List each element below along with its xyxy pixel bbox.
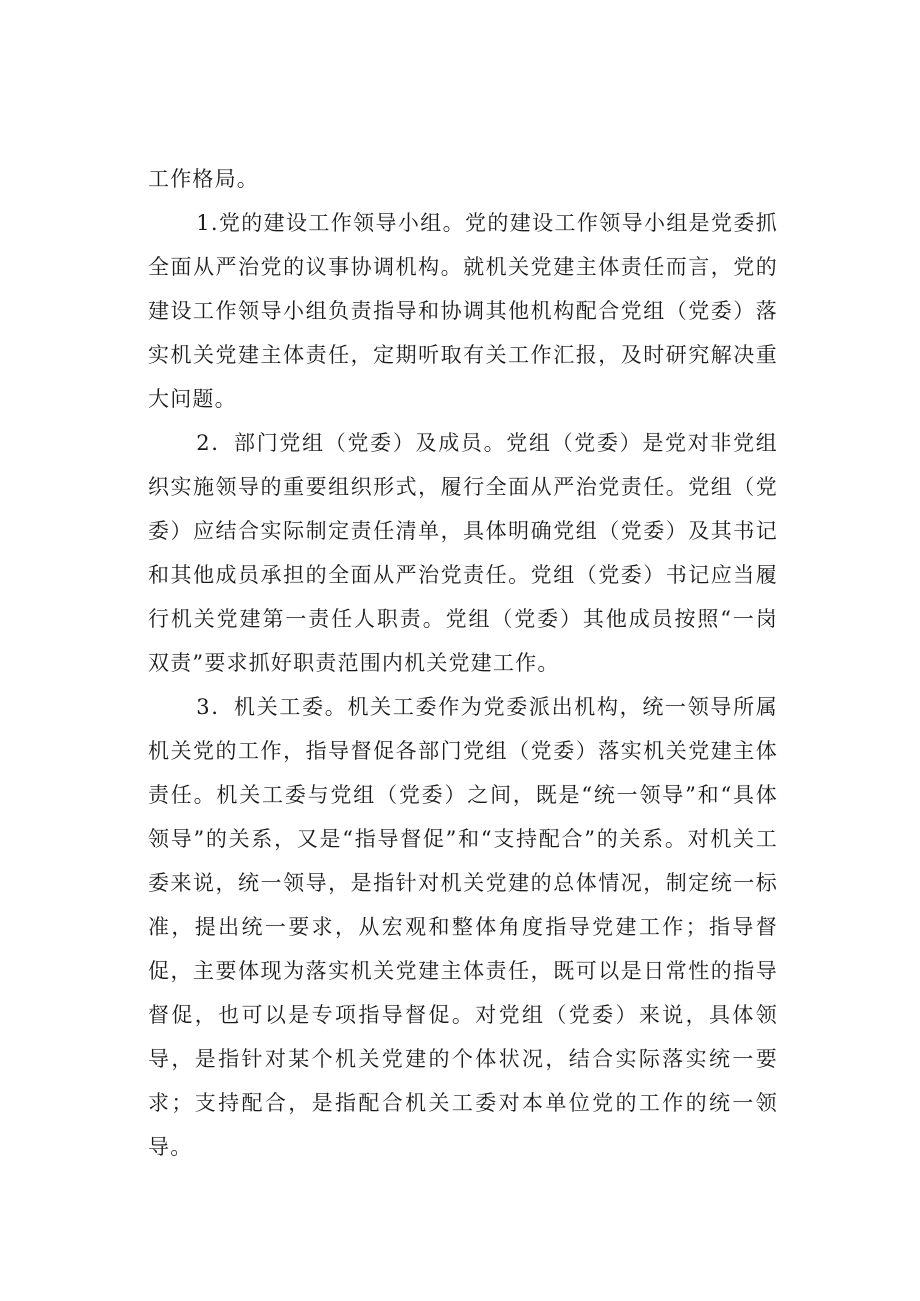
paragraph-leading-group: 1.党的建设工作领导小组。党的建设工作领导小组是党委抓全面从严治党的议事协调机构。就机关党建主体责任而言，党的建设工作领导小组负责指导和协调其他机构配合党组（党委）落实机关党建主体责任，定期听取有关工作汇报，及时研究解决重大问题。	[148, 211, 778, 411]
paragraph-continuation: 工作格局。	[148, 167, 259, 191]
document-body	[148, 157, 778, 1169]
paragraph-party-group: 2．部门党组（党委）及成员。党组（党委）是党对非党组织实施领导的重要组织形式，履行全面从严治党责任。党组（党委）应结合实际制定责任清单，具体明确党组（党委）及其书记和其他成员承担的全面从严治党责任。党组（党委）书记应当履行机关党建第一责任人职责。党组（党委）其他成员按照“一岗双责”要求抓好职责范围内机关党建工作。	[148, 431, 778, 675]
paragraph-working-committee: 3．机关工委。机关工委作为党委派出机构，统一领导所属机关党的工作，指导督促各部门党组（党委）落实机关党建主体责任。机关工委与党组（党委）之间，既是“统一领导”和“具体领导”的关系，又是“指导督促”和“支持配合”的关系。对机关工委来说，统一领导，是指针对机关党建的总体情况，制定统一标准，提出统一要求，从宏观和整体角度指导党建工作；指导督促，主要体现为落实机关党建主体责任，既可以是日常性的指导督促，也可以是专项指导督促。对党组（党委）来说，具体领导，是指针对某个机关党建的个体状况，结合实际落实统一要求；支持配合，是指配合机关工委对本单位党的工作的统一领导。	[148, 695, 778, 1159]
